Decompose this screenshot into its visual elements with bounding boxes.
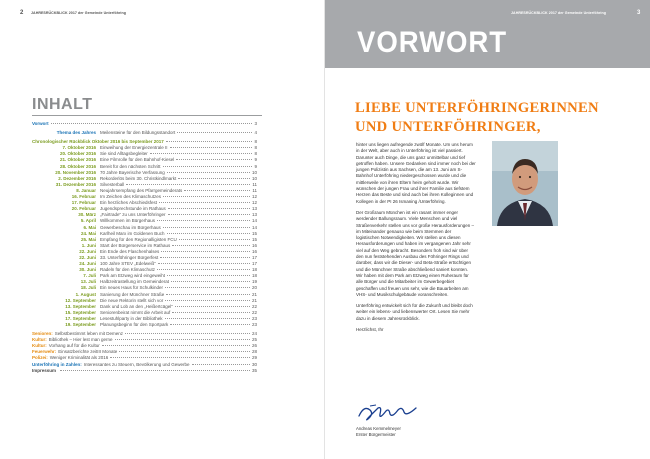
chronik-list: [32, 145, 257, 328]
toc-page: 16: [251, 242, 257, 248]
toc-page: 15: [251, 230, 257, 236]
toc-date: 5. April: [80, 218, 96, 224]
toc-text: Halbzeitrastellung im Gemeinderat: [100, 279, 170, 285]
toc-text: Dank und Lob an den „Heißertcägel“: [100, 303, 173, 309]
toc-page: 11: [252, 181, 257, 187]
toc-leader: [167, 172, 250, 173]
toc-date: 1. Juni: [81, 242, 96, 248]
toc-text: Selbstbestimmt leben mit Demenz: [54, 331, 124, 337]
mayor-portrait: [492, 141, 558, 226]
toc-leader: [178, 178, 250, 179]
header-band: [325, 0, 650, 68]
toc-text: Gewerbeschau im Bürgerhaus: [100, 224, 161, 230]
toc-leader: [51, 123, 253, 124]
toc-page: 20: [251, 285, 257, 291]
toc-label: Unterföhring in Zahlen:: [32, 361, 82, 367]
toc-text: Rekorderlös beim 30. Christkindlmarkt: [100, 175, 177, 181]
toc-leader: [165, 318, 250, 319]
toc-page: 9: [254, 157, 257, 163]
toc-text: Neujahrsempfang des Pfarrgemeinderats: [100, 187, 183, 193]
toc-leader: [167, 275, 250, 276]
greeting: Herzlichst, Ihr: [356, 327, 384, 333]
toc-leader: [170, 147, 253, 148]
toc-leader: [168, 208, 250, 209]
toc-date: 25. Mai: [80, 236, 96, 242]
toc-text: 33. Unterföhringer Bürgerfest: [100, 254, 159, 260]
toc-page: 17: [251, 261, 257, 267]
toc-text: „Fairtrade“ zu uns Unterföhringer: [100, 212, 166, 218]
toc-page: 4: [254, 130, 257, 136]
running-head-left: JAHRESRÜCKBLICK 2017 der Gemeinde Unterföhring: [31, 11, 126, 15]
toc-date: 17. September: [65, 315, 96, 321]
toc-leader: [168, 214, 250, 215]
toc-date: 7. Juli: [83, 273, 96, 279]
table-of-contents: [32, 121, 257, 374]
toc-text: Willkommen im Bürgerhaus: [100, 218, 156, 224]
toc-date: 19. September: [65, 322, 96, 327]
toc-date: 20. Februar: [71, 206, 96, 212]
page-number-left: 2: [20, 10, 24, 16]
toc-leader: [157, 269, 250, 270]
toc-text: Silvesterball: [100, 181, 125, 187]
toc-page: 16: [251, 248, 257, 254]
toc-text: Lesestuhlparty in der Bibliothek: [100, 315, 163, 321]
toc-leader: [159, 202, 250, 203]
toc-text: Die neue Rektorin stellt sich vor: [100, 297, 164, 303]
toc-page: 35: [251, 367, 257, 373]
signer-title: Erster Bürgermeister: [356, 432, 396, 437]
toc-leader: [165, 300, 250, 301]
toc-page: 8: [254, 151, 257, 157]
toc-text: Ein neues Haus für Schulkinder: [100, 285, 164, 291]
toc-date: 13. Juli: [80, 279, 96, 285]
toc-label: Polizei:: [32, 355, 48, 361]
section-heading: VORWORT: [357, 26, 508, 59]
toc-page: 10: [251, 175, 257, 181]
toc-heading-rule: [32, 115, 262, 116]
toc-text: Seniorenbeirat nimmt die Arbeit auf: [100, 309, 171, 315]
toc-page: 23: [251, 315, 257, 321]
toc-date: 20. November 2016: [55, 169, 96, 175]
foreword-title: [355, 99, 605, 137]
toc-label: Impressum: [32, 367, 57, 373]
toc-text: 70 Jahre Bayerische Verfassung: [100, 169, 165, 175]
toc-text: Jugendsprechstunde im Rathaus: [100, 206, 166, 212]
toc-page: 15: [251, 236, 257, 242]
toc-leader: [167, 233, 250, 234]
paragraph: hinter uns liegen aufregende zwölf Monate. Um uns herum in der Welt, aber auch in Unterföhring ist viel passiert. Darunter auch Dinge, die uns ganz unmittelbar und tief getroffen haben. Unsere Gedanken sind immer noch bei der jungen Polizistin aus Sachsen, die am 13. Juni am S-Bahnhof Unterföhring niedergeschossen wurde und die mittlerweile von ihren Eltern heim geholt wurde. Wir wünschen der jungen Frau und ihrer Familie aus tiefstem Herzen das Beste und sind auch bei ihren Kolleginnen und Kollegen in der PI 26 Ismaning /Unterföhring.: [356, 142, 476, 204]
toc-leader: [115, 339, 250, 340]
toc-leader: [60, 370, 250, 371]
toc-page: 8: [254, 139, 257, 145]
toc-leader: [179, 239, 250, 240]
toc-text: Ein herzliches Abschiedsfest: [100, 200, 158, 206]
toc-label: Senioren:: [32, 331, 53, 337]
toc-page: 26: [251, 343, 257, 349]
topics-list: [32, 331, 257, 374]
signature: [356, 402, 420, 424]
toc-page: 12: [251, 194, 257, 200]
toc-text: Empfang für den Regionalligisten FCU: [100, 236, 177, 242]
toc-page: 28: [251, 349, 257, 355]
toc-leader: [163, 166, 253, 167]
toc-page: 12: [251, 200, 257, 206]
toc-text: Bibliothek – Hier lest man gerne: [48, 337, 113, 343]
toc-leader: [184, 190, 250, 191]
toc-date: 31. Dezember 2016: [55, 181, 96, 187]
toc-text: Karlheil Marx im Goldenen Buch: [100, 230, 165, 236]
toc-text: Einweihung der Energiezentrale II: [100, 145, 168, 151]
toc-page: 25: [251, 337, 257, 343]
toc-leader: [157, 220, 250, 221]
title-line-1: LIEBE UNTERFÖHRINGERINNEN: [355, 100, 599, 116]
toc-leader: [126, 184, 250, 185]
toc-leader: [150, 153, 253, 154]
toc-date: 17. Februar: [71, 200, 96, 206]
toc-page: 22: [251, 303, 257, 309]
toc-page: 3: [254, 121, 257, 126]
toc-leader: [163, 227, 250, 228]
toc-date: 24. Mai: [80, 230, 96, 236]
toc-text: Park am Etzweg wird eingeweiht: [100, 273, 166, 279]
toc-label: Kultur:: [32, 337, 47, 343]
toc-text: Einsatzberichte zeitIII Monate: [58, 349, 118, 355]
toc-page: 11: [252, 187, 257, 193]
running-head-right: JAHRESRÜCKBLICK 2017 der Gemeinde Unterföhring: [511, 11, 606, 15]
toc-date: 22. Juni: [79, 254, 96, 260]
toc-page: 23: [251, 322, 257, 327]
title-line-2: UND UNTERFÖHRINGER,: [355, 119, 541, 135]
toc-label: Feuerwehr:: [32, 349, 57, 355]
toc-leader: [177, 132, 252, 133]
toc-date: 7. Oktober 2016: [62, 145, 96, 151]
toc-text: Weniger Kriminalität als 2016: [49, 355, 109, 361]
toc-leader: [172, 245, 250, 246]
toc-page: 9: [254, 163, 257, 169]
toc-row-topic[interactable]: [32, 368, 257, 374]
toc-label: Vorwort: [32, 121, 49, 126]
toc-leader: [175, 306, 250, 307]
toc-page: 21: [251, 291, 257, 297]
toc-label: Thema des Jahres: [56, 130, 96, 136]
signer-name: Andreas Kemmelmeyer: [356, 426, 401, 431]
toc-leader: [166, 294, 250, 295]
toc-leader: [176, 159, 252, 160]
toc-date: 28. Oktober 2016: [59, 163, 96, 169]
toc-page: 18: [251, 273, 257, 279]
toc-page: 8: [254, 145, 257, 151]
toc-date: 16. Februar: [71, 194, 96, 200]
toc-date: 20. Oktober 2016: [59, 151, 96, 157]
toc-date: 2. Dezember 2016: [58, 175, 96, 181]
toc-text: Ein Ende des Flaschenhalses: [100, 248, 160, 254]
toc-text: 100 Jahre STEV „Edelweiß“: [100, 261, 156, 267]
toc-date: 12. September: [65, 297, 96, 303]
toc-page: 19: [251, 279, 257, 285]
toc-leader: [119, 351, 250, 352]
toc-date: 8. Januar: [76, 187, 96, 193]
page-number-right: 3: [637, 10, 641, 16]
toc-page: 17: [251, 254, 257, 260]
toc-leader: [166, 141, 253, 142]
toc-date: 22. Juni: [79, 248, 96, 254]
toc-page: 18: [251, 267, 257, 273]
toc-leader: [125, 333, 250, 334]
toc-leader: [161, 251, 250, 252]
toc-text: Interessantes zu Steuern, Bevölkerung und Gewerbe: [83, 361, 190, 367]
toc-text: Start der Bürgerservice im Rathaus: [100, 242, 171, 248]
toc-page: 21: [251, 297, 257, 303]
toc-leader: [160, 257, 250, 258]
toc-leader: [192, 364, 250, 365]
toc-leader: [165, 287, 250, 288]
foreword-body: [356, 142, 476, 338]
toc-text: Vorhang auf für die Kultur: [48, 343, 100, 349]
toc-date: 6. Mai: [83, 224, 96, 230]
toc-label: Chronologischer Rückblick Oktober 2016 bis September 2017: [32, 139, 164, 145]
toc-text: Eine Filmrolle für den Bahnhof-Kiesel: [100, 157, 175, 163]
toc-text: Sie sind Alltagsbegleiter: [100, 151, 148, 157]
toc-text: Planungsbeginn für den Sportpark: [100, 322, 169, 327]
toc-text: Bereit für den nächsten Schritt: [100, 163, 161, 169]
toc-date: 15. September: [65, 309, 96, 315]
toc-leader: [102, 345, 250, 346]
toc-date: 21. Oktober 2016: [59, 157, 96, 163]
toc-date: 13. September: [65, 303, 96, 309]
toc-date: 1. August: [75, 291, 96, 297]
toc-page: 24: [251, 331, 257, 337]
toc-page: 22: [251, 309, 257, 315]
toc-leader: [163, 196, 250, 197]
toc-text: Radeln für den Klimaschutz: [100, 267, 156, 273]
toc-page: 14: [251, 224, 257, 230]
toc-heading: INHALT: [32, 96, 93, 113]
toc-page: 29: [251, 355, 257, 361]
toc-text: Sanierung der Münchner Straße: [100, 291, 165, 297]
paragraph: Unterföhring entwickelt sich für die Zukunft und bleibt doch weiter ein lebens- und liebenswerter Ort. Lesen Sie mehr dazu in diesem Jahresrückblick.: [356, 303, 473, 321]
portrait-illustration: [492, 141, 558, 226]
toc-page: 14: [251, 218, 257, 224]
toc-page: 13: [251, 206, 257, 212]
toc-label: Kultur:: [32, 343, 47, 349]
toc-date: 30. März: [78, 212, 96, 218]
toc-page: 30: [251, 361, 257, 367]
toc-page: 10: [251, 169, 257, 175]
toc-leader: [158, 263, 250, 264]
toc-leader: [110, 357, 250, 358]
toc-date: 24. Juni: [79, 261, 96, 267]
toc-leader: [170, 324, 250, 325]
toc-leader: [171, 281, 250, 282]
toc-text: Meilensteine für den Bildungsstandort: [100, 130, 176, 136]
toc-text: Im Zeichen des Klimaschutzes: [100, 194, 162, 200]
paragraph: Der Großraum München ist ein rasant immer enger werdender Ballungsraum. Viele Menschen und viel Straßenverkehr stellen uns vor große Herausforderungen – im Miteinander genauso wie beim Stemmen der logistischen Notwendigkeiten. Wir stellen uns diesen Herausforderungen und haben im vergangenen Jahr sehr viel auf den Weg gebracht. Besonders froh sind wir über den nun feststehenden Ausbau des Föhringer Rings und darüber, dass wir die Dieser- und Beta-Straße ertüchtigen und die Münchner Straße abschließend saniert konnten. Wir haben mit dem Park am Etzweg einen Ruheraum für alle Bürger und die Mitarbeiter im Gewerbegebiet geschaffen und freuen uns sehr, wie die Bauarbeiten am VHS- und Musikschulgebäude voranschreiten.: [356, 209, 475, 297]
toc-date: 18. Juli: [80, 285, 96, 291]
signer-block: [356, 426, 401, 438]
toc-page: 13: [251, 212, 257, 218]
toc-leader: [172, 312, 250, 313]
toc-date: 30. Juni: [79, 267, 96, 273]
